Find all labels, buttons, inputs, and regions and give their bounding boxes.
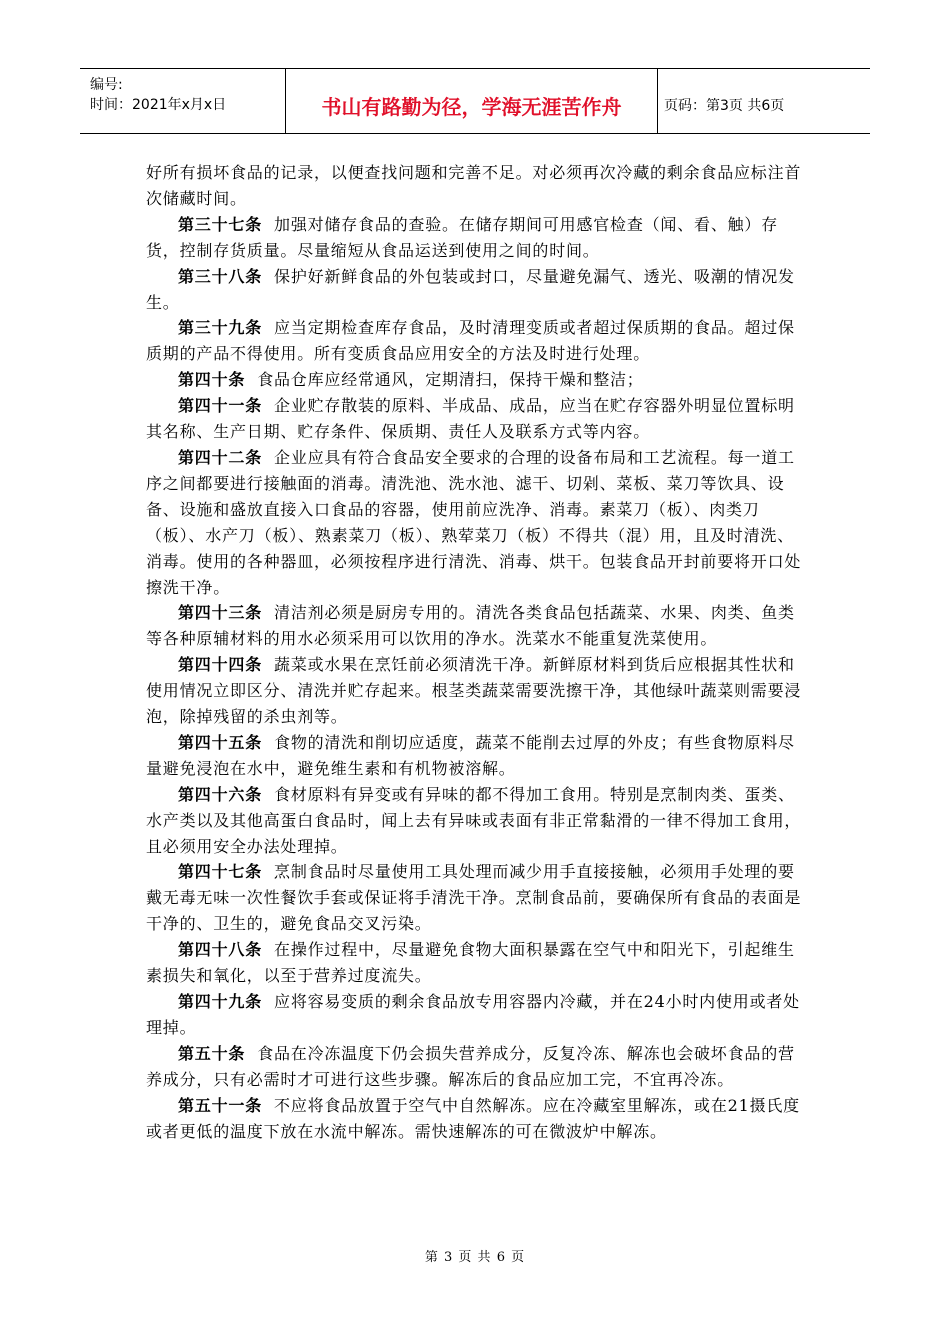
article-number: 第四十六条 bbox=[178, 784, 263, 804]
article-number: 第三十八条 bbox=[178, 266, 263, 286]
page-footer: 第 3 页 共 6 页 bbox=[424, 1250, 526, 1265]
article-number: 第四十三条 bbox=[178, 603, 263, 623]
header-meta bbox=[80, 69, 286, 133]
article-paragraph bbox=[146, 600, 806, 652]
article-paragraph bbox=[146, 393, 806, 445]
article-paragraph bbox=[146, 212, 806, 264]
article-paragraph bbox=[146, 859, 806, 937]
article-text: 企业贮存散装的原料、半成品、成品，应当在贮存容器外明显位置标明其名称、生产日期、贮存条件、保质期、责任人及联系方式等内容。 bbox=[146, 396, 795, 442]
article-number: 第三十九条 bbox=[178, 318, 263, 338]
article-text: 食物的清洗和削切应适度，蔬菜不能削去过厚的外皮；有些食物原料尽量避免浸泡在水中，避免维生素和有机物被溶解。 bbox=[146, 732, 795, 778]
header-page-number: 页码：第3页 共6页 bbox=[664, 98, 785, 114]
article-text: 应当定期检查库存食品，及时清理变质或者超过保质期的食品。超过保质期的产品不得使用。所有变质食品应用安全的方法及时进行处理。 bbox=[146, 318, 795, 364]
article-paragraph bbox=[146, 937, 806, 989]
document-time-label: 时间：2021年x月x日 bbox=[90, 97, 227, 113]
article-text: 食品仓库应经常通风，定期清扫，保持干燥和整洁； bbox=[257, 370, 644, 390]
article-paragraph bbox=[146, 1093, 806, 1145]
article-text: 在操作过程中，尽量避免食物大面积暴露在空气中和阳光下，引起维生素损失和氧化，以至于营养过度流失。 bbox=[146, 940, 795, 986]
article-number: 第四十五条 bbox=[178, 732, 263, 752]
article-text: 不应将食品放置于空气中自然解冻。应在冷藏室里解冻，或在21摄氏度或者更低的温度下放在水流中解冻。需快速解冻的可在微波炉中解冻。 bbox=[146, 1095, 800, 1141]
article-paragraph bbox=[146, 782, 806, 860]
article-text: 清洁剂必须是厨房专用的。清洗各类食品包括蔬菜、水果、肉类、鱼类等各种原辅材料的用水必须采用可以饮用的净水。洗菜水不能重复洗菜使用。 bbox=[146, 603, 795, 649]
article-number: 第四十四条 bbox=[178, 655, 263, 675]
article-text: 烹制食品时尽量使用工具处理而减少用手直接接触，必须用手处理的要戴无毒无味一次性餐饮手套或保证将手清洗干净。烹制食品前，要确保所有食品的表面是干净的、卫生的，避免食品交叉污染。 bbox=[146, 862, 802, 934]
article-paragraph bbox=[146, 445, 806, 600]
article-text: 好所有损坏食品的记录，以便查找问题和完善不足。对必须再次冷藏的剩余食品应标注首次储藏时间。 bbox=[146, 163, 802, 208]
document-number-label: 编号: bbox=[90, 77, 123, 93]
article-text: 食材原料有异变或有异味的都不得加工食用。特别是烹制肉类、蛋类、水产类以及其他高蛋白食品时，闻上去有异味或表面有非正常黏滑的一律不得加工食用，且必须用安全办法处理掉。 bbox=[146, 784, 802, 856]
article-number: 第四十条 bbox=[178, 370, 246, 390]
article-paragraph bbox=[146, 315, 806, 367]
header-motto: 书山有路勤为径，学海无涯苦作舟 bbox=[286, 69, 658, 133]
article-number: 第五十一条 bbox=[178, 1095, 263, 1115]
article-number: 第四十一条 bbox=[178, 396, 263, 416]
article-text: 应将容易变质的剩余食品放专用容器内冷藏，并在24小时内使用或者处理掉。 bbox=[146, 992, 800, 1037]
article-number: 第四十九条 bbox=[178, 992, 263, 1011]
article-text: 企业应具有符合食品安全要求的合理的设备布局和工艺流程。每一道工序之间都要进行接触面的消毒。清洗池、洗水池、滤干、切剁、菜板、菜刀等饮具、设备、设施和盛放直接入口食品的容器，使用前应洗净、消毒。素菜刀（板）、肉类刀（板）、水产刀（板）、熟素菜刀（板）、熟荤菜刀（板）不得共（混）用，且及时清洗、消毒。使用的各种器皿，必须按程序进行清洗、消毒、烘干。包装食品开封前要将开口处擦洗干净。 bbox=[146, 447, 802, 597]
page-header bbox=[80, 68, 870, 134]
article-number: 第四十二条 bbox=[178, 447, 263, 467]
article-text: 保护好新鲜食品的外包装或封口，尽量避免漏气、透光、吸潮的情况发生。 bbox=[146, 266, 795, 312]
article-paragraph bbox=[146, 1041, 806, 1093]
article-paragraph bbox=[146, 730, 806, 782]
article-paragraph bbox=[146, 367, 806, 393]
article-text: 加强对储存食品的查验。在储存期间可用感官检查（闻、看、触）存货，控制存货质量。尽量缩短从食品运送到使用之间的时间。 bbox=[146, 214, 779, 260]
article-paragraph bbox=[146, 264, 806, 316]
article-number: 第四十八条 bbox=[178, 940, 263, 960]
article-number: 第四十七条 bbox=[178, 862, 263, 882]
document-body bbox=[146, 160, 806, 1144]
article-paragraph bbox=[146, 989, 806, 1041]
article-paragraph bbox=[146, 652, 806, 730]
article-number: 第五十条 bbox=[178, 1043, 246, 1063]
article-text: 食品在冷冻温度下仍会损失营养成分，反复冷冻、解冻也会破坏食品的营养成分，只有必需时才可进行这些步骤。解冻后的食品应加工完，不宜再冷冻。 bbox=[146, 1043, 795, 1089]
article-number: 第三十七条 bbox=[178, 214, 263, 234]
article-text: 蔬菜或水果在烹饪前必须清洗干净。新鲜原材料到货后应根据其性状和使用情况立即区分、清洗并贮存起来。根茎类蔬菜需要洗擦干净，其他绿叶蔬菜则需要浸泡，除掉残留的杀虫剂等。 bbox=[146, 655, 802, 727]
article-paragraph bbox=[146, 160, 806, 212]
